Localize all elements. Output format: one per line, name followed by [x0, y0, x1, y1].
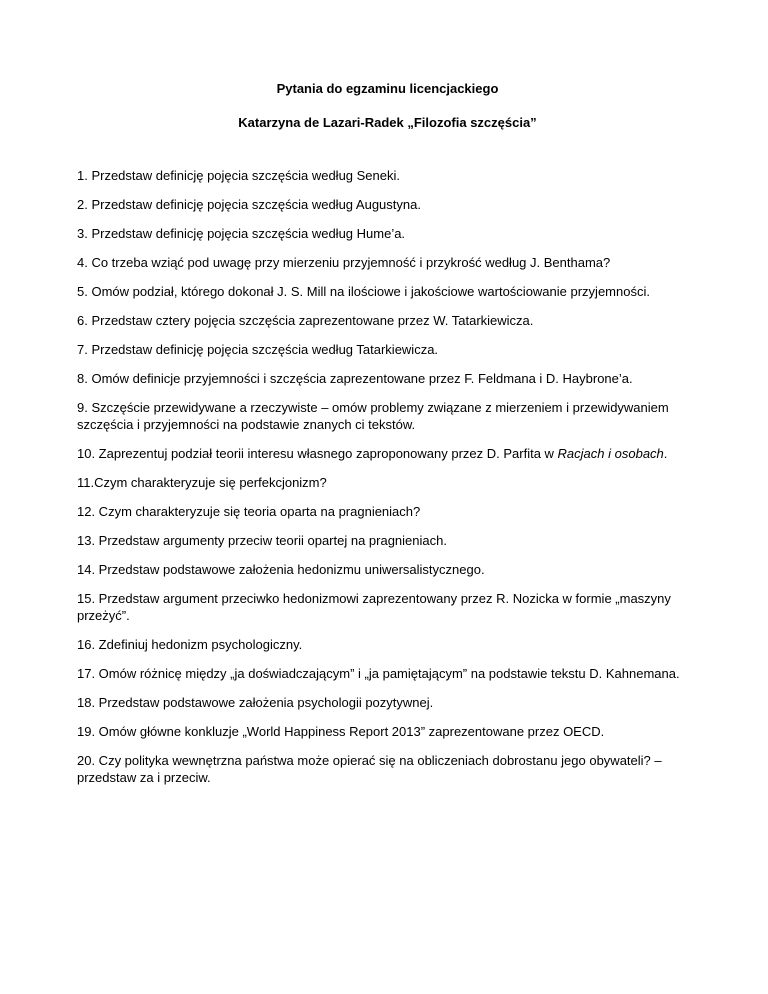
- question-text: 16. Zdefiniuj hedonizm psychologiczny.: [77, 637, 303, 652]
- question-item-5: [77, 283, 698, 300]
- question-item-7: [77, 341, 698, 358]
- question-text: 4. Co trzeba wziąć pod uwagę przy mierzeniu przyjemność i przykrość według J. Benthama?: [77, 255, 611, 270]
- question-item-18: [77, 694, 698, 711]
- question-text: 2. Przedstaw definicję pojęcia szczęścia według Augustyna.: [77, 197, 421, 212]
- question-text: 12. Czym charakteryzuje się teoria oparta na pragnieniach?: [77, 504, 421, 519]
- question-item-1: [77, 167, 698, 184]
- question-item-3: [77, 225, 698, 242]
- question-text: 8. Omów definicje przyjemności i szczęścia zaprezentowane przez F. Feldmana i D. Haybrone’a.: [77, 371, 633, 386]
- question-text: 18. Przedstaw podstawowe założenia psychologii pozytywnej.: [77, 695, 434, 710]
- question-text: 20. Czy polityka wewnętrzna państwa może opierać się na obliczeniach dobrostanu jego obywateli? – przedstaw za i przeciw.: [77, 753, 662, 785]
- question-text: 9. Szczęście przewidywane a rzeczywiste – omów problemy związane z mierzeniem i przewidywaniem szczęścia i przyjemności na podstawie znanych ci tekstów.: [77, 400, 669, 432]
- question-item-17: [77, 665, 698, 682]
- question-text: 5. Omów podział, którego dokonał J. S. Mill na ilościowe i jakościowe wartościowanie przyjemności.: [77, 284, 650, 299]
- question-item-9: [77, 399, 698, 433]
- document-header: [77, 80, 698, 131]
- question-item-20: [77, 752, 698, 786]
- question-text: 19. Omów główne konkluzje „World Happiness Report 2013” zaprezentowane przez OECD.: [77, 724, 605, 739]
- question-item-13: [77, 532, 698, 549]
- document-subtitle: Katarzyna de Lazari-Radek „Filozofia szczęścia”: [238, 115, 537, 130]
- question-item-2: [77, 196, 698, 213]
- book-title: Racjach i osobach: [557, 446, 664, 461]
- question-text: 7. Przedstaw definicję pojęcia szczęścia według Tatarkiewicza.: [77, 342, 439, 357]
- document-title: Pytania do egzaminu licencjackiego: [276, 81, 499, 96]
- question-item-16: [77, 636, 698, 653]
- question-item-11: [77, 474, 698, 491]
- question-text: 3. Przedstaw definicję pojęcia szczęścia według Hume’a.: [77, 226, 406, 241]
- question-item-8: [77, 370, 698, 387]
- question-text: 14. Przedstaw podstawowe założenia hedonizmu uniwersalistycznego.: [77, 562, 485, 577]
- question-list: [77, 167, 698, 786]
- question-text: 15. Przedstaw argument przeciwko hedonizmowi zaprezentowany przez R. Nozicka w formie „maszyny przeżyć”.: [77, 591, 671, 623]
- question-text-end: .: [663, 446, 668, 461]
- question-item-10: [77, 445, 698, 462]
- question-item-12: [77, 503, 698, 520]
- question-item-15: [77, 590, 698, 624]
- question-text: 1. Przedstaw definicję pojęcia szczęścia według Seneki.: [77, 168, 401, 183]
- question-text: 17. Omów różnicę między „ja doświadczającym” i „ja pamiętającym” na podstawie tekstu D. Kahnemana.: [77, 666, 680, 681]
- question-text: 6. Przedstaw cztery pojęcia szczęścia zaprezentowane przez W. Tatarkiewicza.: [77, 313, 534, 328]
- question-item-19: [77, 723, 698, 740]
- question-text: 11.Czym charakteryzuje się perfekcjonizm?: [77, 475, 327, 490]
- question-text: 13. Przedstaw argumenty przeciw teorii opartej na pragnieniach.: [77, 533, 447, 548]
- question-text: 10. Zaprezentuj podział teorii interesu własnego zaproponowany przez D. Parfita w: [77, 446, 558, 461]
- question-item-4: [77, 254, 698, 271]
- question-item-14: [77, 561, 698, 578]
- question-item-6: [77, 312, 698, 329]
